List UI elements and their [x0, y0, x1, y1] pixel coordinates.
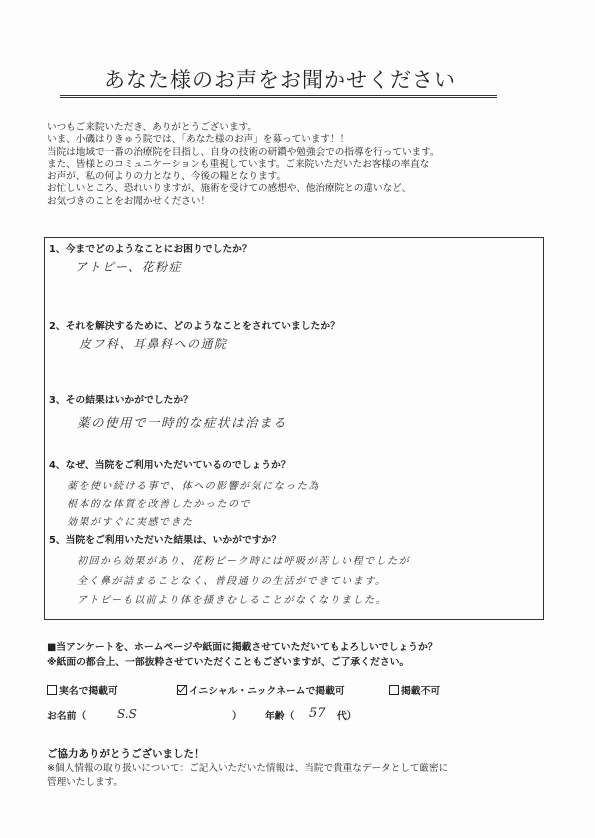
consent-question: ■当アンケートを、ホームページや紙面に掲載させていただいてもよろしいでしょうか？	[47, 642, 438, 653]
option-label: 掲載不可	[401, 686, 441, 697]
intro-line: いつもご来院いただき、ありがとうございます。	[47, 122, 257, 133]
option-initial-nickname[interactable]	[177, 683, 345, 697]
name-close: ）	[232, 711, 242, 722]
question-3: 3、その結果はいかがでしたか？	[49, 395, 193, 406]
privacy-line: 管理いたします。	[47, 776, 123, 788]
answer-5-line[interactable]: 全く鼻が詰まることなく、普段通りの生活ができています。	[77, 576, 387, 587]
option-label: イニシャル・ニックネームで掲載可	[189, 686, 345, 697]
consent-section	[47, 640, 438, 670]
answer-4-line[interactable]: 薬を使い続ける事で、体への影響が気になった為	[67, 481, 320, 492]
privacy-notice	[47, 762, 448, 789]
answer-5-line[interactable]: アトピーも以前より体を掻きむしることがなくなりました。	[77, 595, 388, 606]
answer-4-line[interactable]: 根本的な体質を改善したかったので	[67, 499, 251, 510]
checkbox-real-name[interactable]	[47, 685, 57, 695]
option-label: 実名で掲載可	[59, 686, 118, 697]
question-2: 2、それを解決するために、どのようなことをされていましたか？	[49, 321, 340, 332]
thanks-message: ご協力ありがとうございました！	[47, 748, 205, 760]
age-suffix: 代）	[337, 711, 357, 722]
title-underline	[60, 95, 497, 98]
intro-line: お忙しいところ、恐れいりますが、施術を受けての感想や、他治療院との違いなど、	[47, 183, 412, 195]
option-real-name[interactable]	[47, 683, 118, 697]
answer-3[interactable]: 薬の使用で一時的な症状は治まる	[77, 415, 288, 430]
name-label: お名前（	[47, 711, 87, 722]
intro-line: お気づきのことをお聞かせください！	[47, 195, 211, 207]
intro-line: いま、小磯はりきゅう院では、「あなた様のお声」を募っています！！	[47, 134, 350, 146]
answer-2[interactable]: 皮フ科、耳鼻科への通院	[79, 337, 228, 351]
checkbox-initial-nickname[interactable]	[177, 685, 187, 695]
privacy-line: ※個人情報の取り扱いについて：ご記入いただいた情報は、当院で貴重なデータとして厳密に	[47, 763, 449, 774]
question-4: 4、なぜ、当院をご利用いただいているのでしょうか？	[49, 460, 291, 471]
consent-note: ※紙面の都合上、一部抜粋させていただくこともございますが、ご了承ください。	[47, 657, 410, 668]
answer-5-line[interactable]: 初回から効果があり、花粉ピーク時には呼吸が苦しい程でしたが	[77, 556, 411, 567]
checkbox-no-publish[interactable]	[389, 685, 399, 695]
questionnaire-box	[44, 237, 544, 620]
intro-line: お声が、私の何よりの力となり、今後の糧となります。	[47, 171, 287, 183]
answer-1[interactable]: アトピー、花粉症	[75, 260, 183, 274]
name-value[interactable]: S.S	[117, 707, 137, 721]
intro-line: 当院は地域で一番の治療院を目指し、自身の技術の研鑽や勉強会での指導を行っています。	[47, 146, 440, 158]
answer-4-line[interactable]: 効果がすぐに実感できた	[67, 517, 194, 528]
age-label: 年齢（	[265, 711, 295, 722]
question-1: 1、今までどのようなことにお困りでしたか？	[49, 244, 252, 255]
intro-text	[47, 122, 440, 208]
option-no-publish[interactable]	[389, 683, 440, 697]
intro-line: また、皆様とのコミュニケーションも重視しています。ご来院いただいたお客様の率直な	[47, 158, 430, 170]
page-title: あなた様のお声をお聞かせください	[104, 68, 456, 92]
question-5: 5、当院をご利用いただいた結果は、いかがですか？	[49, 535, 282, 546]
age-value[interactable]: 57	[309, 706, 326, 721]
